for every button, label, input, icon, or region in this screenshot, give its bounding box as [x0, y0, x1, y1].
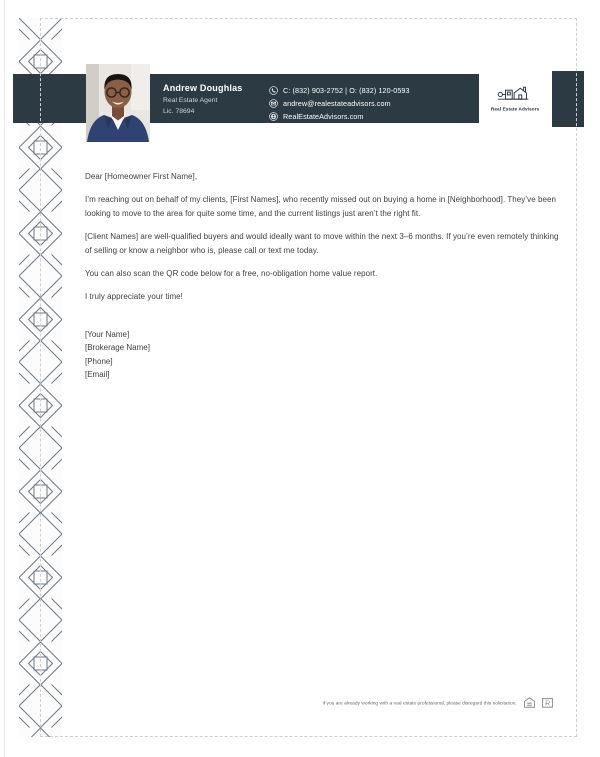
disclaimer-text: If you are already working with a real estate professional, please disregard this solicitation.	[322, 699, 517, 706]
email-circle-icon	[269, 99, 278, 108]
contact-block	[269, 84, 410, 123]
equal-housing-icon	[524, 697, 535, 708]
footer	[157, 697, 553, 708]
letter-body	[85, 170, 565, 313]
paragraph-1: I’m reaching out on behalf of my clients, [First Names], who recently missed out on buying a home in [Neighborhood]. They’ve been looking to move to the area for quite some time, and the current listings just aren’t the right fit.	[85, 195, 556, 218]
contact-email-row	[269, 97, 410, 110]
contact-website-row	[269, 110, 410, 123]
agent-license: Lic. 78694	[163, 108, 195, 115]
agent-name: Andrew Doughlas	[163, 83, 243, 93]
globe-circle-icon	[269, 112, 278, 121]
agent-photo	[86, 64, 150, 142]
paragraph-4: I truly appreciate your time!	[85, 292, 183, 301]
agent-portrait-illustration	[86, 64, 150, 142]
phone-circle-icon	[269, 86, 278, 95]
house-key-icon	[497, 84, 535, 103]
signature-email: [Email]	[85, 370, 110, 380]
phone-numbers: C: (832) 903-2752 | O: (832) 120-0593	[283, 86, 410, 95]
signature-block	[85, 328, 150, 382]
logo-accent-block	[552, 71, 584, 127]
geometric-pattern	[19, 18, 62, 737]
paragraph-2: [Client Names] are well-qualified buyers and would ideally want to move within the next 3–6 months. If you’re even remotely thinking of selling or know a neighbor who is, please call or text me today.	[85, 232, 559, 255]
paragraph-3: You can also scan the QR code below for a free, no-obligation home value report.	[85, 269, 378, 278]
brand-logo	[479, 71, 552, 127]
signature-name: [Your Name]	[85, 330, 130, 339]
contact-phone-row	[269, 84, 410, 97]
svg-text:R: R	[545, 700, 551, 708]
canvas-edge-line	[4, 0, 5, 757]
realtor-icon	[542, 697, 553, 708]
agent-role: Real Estate Agent	[163, 97, 218, 104]
agent-identity	[163, 83, 243, 115]
signature-phone: [Phone]	[85, 356, 113, 366]
salutation: Dear [Homeowner First Name],	[85, 172, 198, 181]
website-url: RealEstateAdvisors.com	[283, 112, 364, 121]
decorative-pattern-strip	[19, 18, 62, 737]
brand-logo-text: Real Estate Advisors	[491, 106, 540, 112]
email-address: andrew@realestateadvisors.com	[283, 99, 391, 108]
signature-brokerage: [Brokerage Name]	[85, 343, 150, 353]
